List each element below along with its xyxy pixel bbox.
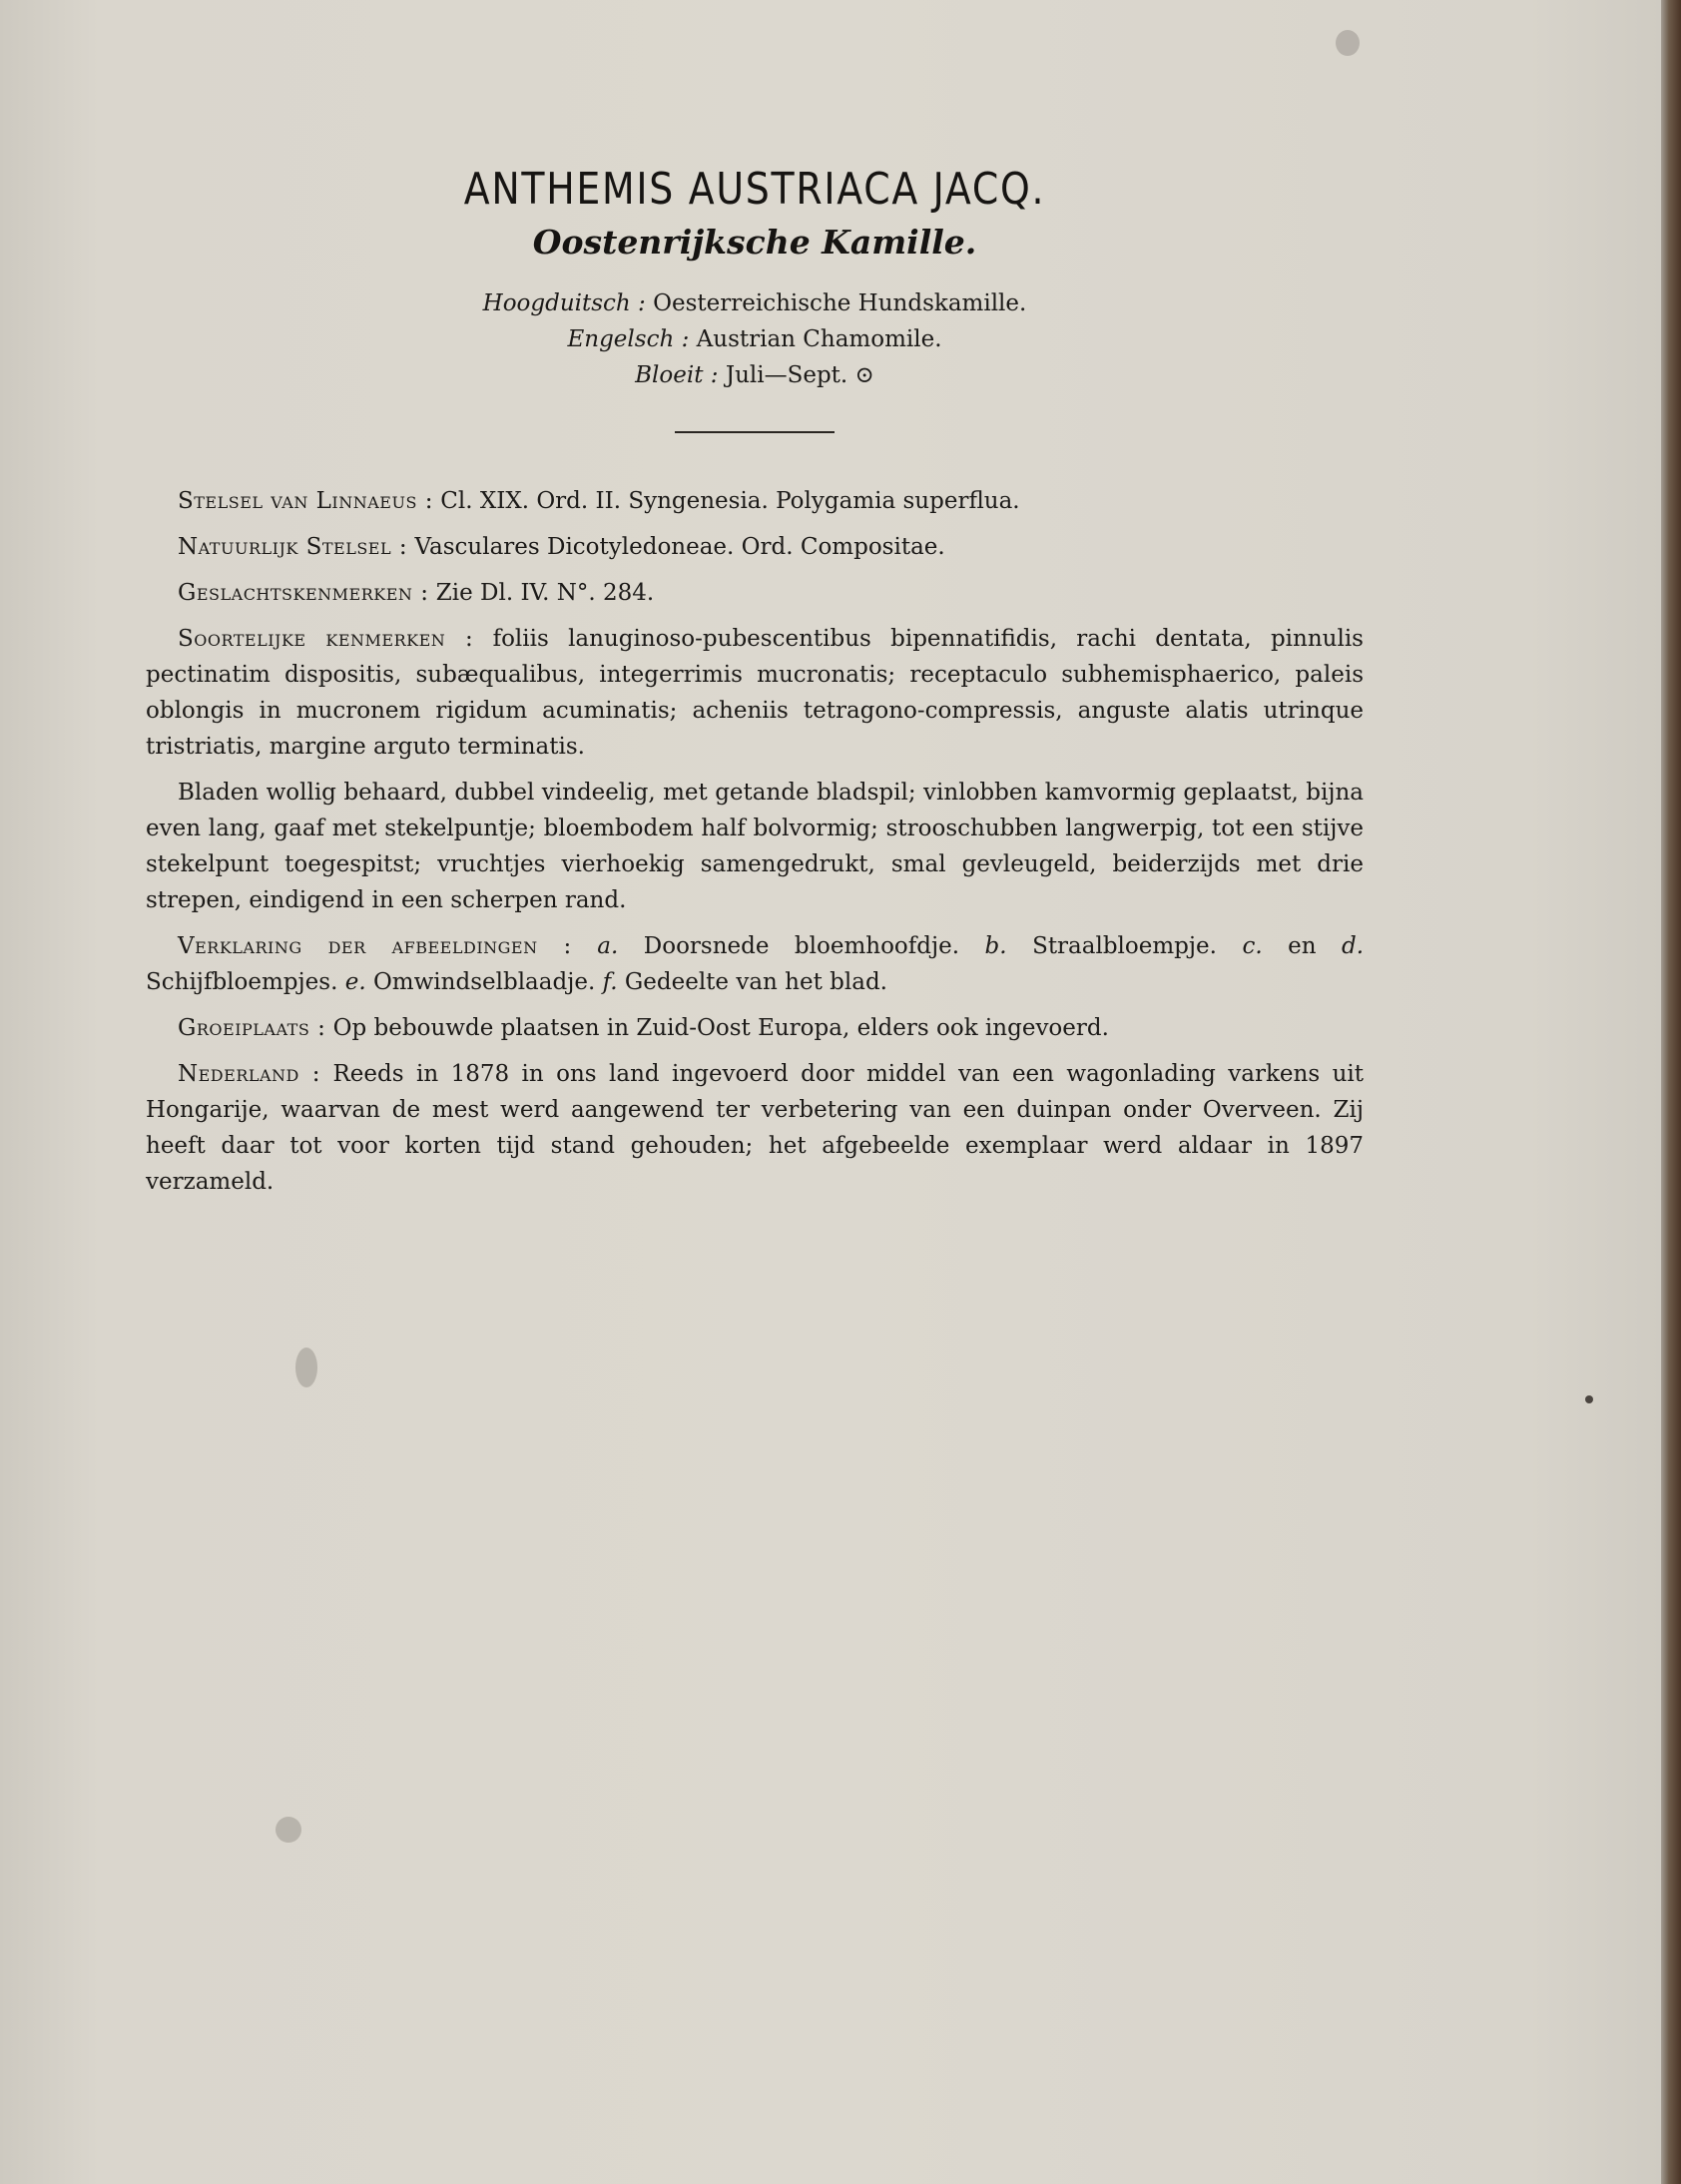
- book-spine-edge: [1661, 0, 1681, 2184]
- figure-key-a: a.: [597, 933, 619, 959]
- figures-label: Verklaring der afbeeldingen :: [178, 933, 572, 959]
- page-subtitle: Oostenrijksche Kamille.: [532, 223, 977, 262]
- figures-section: [146, 928, 1364, 1000]
- figure-key-e: e.: [344, 969, 366, 995]
- netherlands-section: [146, 1056, 1364, 1200]
- figure-key-f: f.: [602, 969, 618, 995]
- paper-blemish: [276, 1817, 301, 1843]
- description-text: Bladen wollig behaard, dubbel vindeelig, met getande bladspil; vinlobben kamvormig geplaatst, bijna even lang, gaaf met stekelpuntje; bloembodem half bolvormig; strooschubben langwerpig, tot een stijve stekelpunt toegespitst; vruchtjes vierhoekig samengedrukt, smal gevleugeld, beiderzijds met drie strepen, eindigend in een scherpen rand.: [146, 780, 1364, 913]
- species-label: Soortelijke kenmerken :: [178, 626, 474, 652]
- natural-system-label: Natuurlijk Stelsel :: [178, 534, 408, 560]
- figure-desc-f: Gedeelte van het blad.: [624, 969, 887, 995]
- paper-blemish: [1585, 1395, 1593, 1403]
- figure-desc-d: Schijfbloempjes.: [146, 969, 338, 995]
- species-section: [146, 621, 1364, 765]
- figure-desc-e: Omwindselblaadje.: [372, 969, 596, 995]
- figure-key-c: c.: [1242, 933, 1263, 959]
- natural-system-section: [146, 529, 1364, 565]
- genus-text: Zie Dl. IV. N°. 284.: [435, 580, 655, 606]
- natural-system-text: Vasculares Dicotyledoneae. Ord. Compositae.: [414, 534, 945, 560]
- linnaeus-label: Stelsel van Linnaeus :: [178, 488, 433, 514]
- species-text: foliis lanuginoso-pubescentibus bipennatifidis, rachi dentata, pinnulis pectinatim dispositis, subæqualibus, integerrimis mucronatis; receptaculo subhemisphaerico, paleis oblongis in mucronem rigidum acuminatis; acheniis tetragono-compressis, anguste alatis utrinque tristriatis, margine arguto terminatis.: [146, 626, 1364, 760]
- linnaeus-text: Cl. XIX. Ord. II. Syngenesia. Polygamia superflua.: [440, 488, 1020, 514]
- name-row-german: [146, 285, 1364, 321]
- figure-desc-a: Doorsnede bloemhoofdje.: [643, 933, 960, 959]
- habitat-text: Op bebouwde plaatsen in Zuid-Oost Europa, elders ook ingevoerd.: [332, 1015, 1109, 1041]
- netherlands-label: Nederland :: [178, 1061, 321, 1087]
- genus-section: [146, 575, 1364, 611]
- name-row-english: [146, 321, 1364, 357]
- german-label: Hoogduitsch :: [482, 290, 646, 316]
- figure-desc-b: Straalbloempje.: [1032, 933, 1217, 959]
- document-body: [146, 150, 1364, 1210]
- habitat-label: Groeiplaats :: [178, 1015, 326, 1041]
- german-name: Oesterreichische Hundskamille.: [653, 290, 1027, 316]
- netherlands-text: Reeds in 1878 in ons land ingevoerd door middel van een wagonlading varkens uit Hongarije, waarvan de mest werd aangewend ter verbetering van een duinpan onder Overveen. Zij heeft daar tot voor korten tijd stand gehouden; het afgebeelde exemplaar werd aldaar in 1897 verzameld.: [146, 1061, 1364, 1195]
- genus-label: Geslachtskenmerken :: [178, 580, 429, 606]
- description-section: [146, 775, 1364, 918]
- common-names: [146, 285, 1364, 393]
- flowering-label: Bloeit :: [635, 362, 719, 388]
- page-title: ANTHEMIS AUSTRIACA JACQ.: [463, 164, 1046, 215]
- habitat-section: [146, 1010, 1364, 1046]
- figure-key-b: b.: [984, 933, 1007, 959]
- english-name: Austrian Chamomile.: [696, 326, 942, 352]
- flowering-period: Juli—Sept. ⊙: [725, 362, 874, 388]
- linnaeus-section: [146, 483, 1364, 519]
- name-row-flowering: [146, 357, 1364, 393]
- figure-conjunction: en: [1288, 933, 1317, 959]
- english-label: Engelsch :: [567, 326, 690, 352]
- divider: [675, 431, 835, 433]
- paper-blemish: [295, 1348, 317, 1387]
- figure-key-d: d.: [1342, 933, 1365, 959]
- paper-blemish: [1336, 30, 1360, 56]
